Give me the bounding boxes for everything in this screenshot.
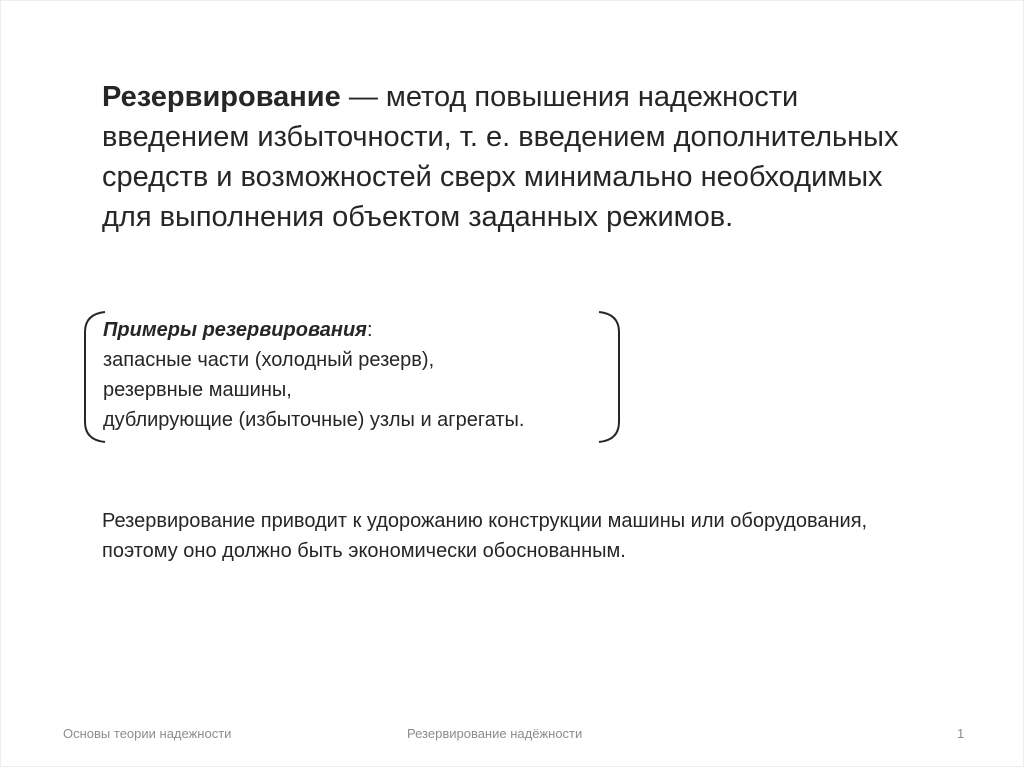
definition-text: — метод повышения надежности введением избыточности, т. е. введением дополнительных средств и возможностей сверх минимально необходимых для выполнения объектом заданных режимов. <box>102 81 899 233</box>
examples-content <box>103 315 524 435</box>
footer-course-title: Основы теории надежности <box>63 726 232 741</box>
right-bracket <box>599 312 619 442</box>
left-bracket <box>85 312 105 442</box>
examples-block <box>83 310 621 444</box>
definition-paragraph <box>102 77 922 237</box>
definition-term: Резервирование <box>102 81 341 113</box>
footer-page-number: 1 <box>957 726 965 741</box>
example-item: резервные машины, <box>103 379 292 401</box>
example-item: запасные части (холодный резерв), <box>103 349 435 371</box>
examples-heading: Примеры резервирования <box>103 319 367 341</box>
examples-heading-colon: : <box>366 319 373 341</box>
examples-heading-line <box>103 315 524 345</box>
consequence-paragraph: Резервирование приводит к удорожанию конструкции машины или оборудования, поэтому оно должно быть экономически обоснованным. <box>102 510 868 562</box>
footer-slide-title: Резервирование надёжности <box>407 726 583 741</box>
example-item: дублирующие (избыточные) узлы и агрегаты. <box>103 409 525 431</box>
